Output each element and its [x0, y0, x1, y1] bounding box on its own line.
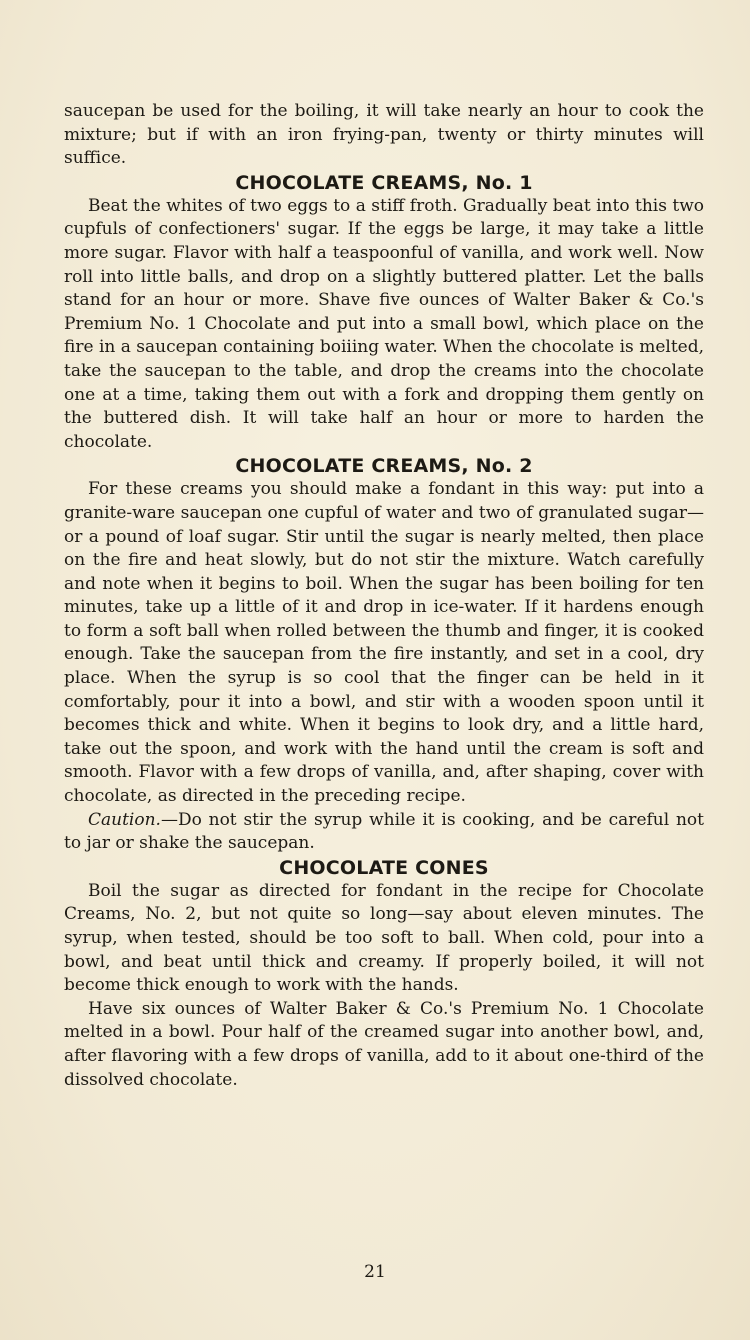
chocolate-cones-paragraph-2: Have six ounces of Walter Baker & Co.'s Premium No. 1 Chocolate melted in a bowl. Pour half of the creamed sugar into another bowl, and, after flavoring with a few drops of vanilla, add to it about one-third of the dissolved chocolate.: [64, 998, 704, 1090]
chocolate-creams-1-paragraph: Beat the whites of two eggs to a stiff froth. Gradually beat into this two cupfuls of confectioners' sugar. If the eggs be large, it may take a little more sugar. Flavor with half a teaspoonful of vanilla, and work well. Now roll into little balls, and drop on a slightly buttered platter. Let the balls stand for an hour or more. Shave five ounces of Walter Baker & Co.'s Premium No. 1 Chocolate and put into a small bowl, which place on the fire in a saucepan containing boiiing water. When the chocolate is melted, take the saucepan to the table, and drop the creams into the chocolate one at a time, taking them out with a fork and dropping them gently on the buttered dish. It will take half an hour or more to harden the chocolate.: [64, 195, 704, 452]
caution-label: Caution.: [88, 809, 161, 830]
caution-paragraph: [64, 809, 704, 856]
chocolate-cones-paragraph-1: Boil the sugar as directed for fondant in the recipe for Chocolate Creams, No. 2, but not quite so long—say about eleven minutes. The syrup, when tested, should be too soft to ball. When cold, pour into a bowl, and beat until thick and creamy. If properly boiled, it will not become thick enough to work with the hands.: [64, 880, 704, 996]
page-number: 21: [364, 1262, 386, 1282]
chocolate-creams-2-paragraph: For these creams you should make a fondant in this way: put into a granite-ware saucepan one cupful of water and two of granulated sugar—or a pound of loaf sugar. Stir until the sugar is nearly melted, then place on the fire and heat slowly, but do not stir the mixture. Watch carefully and note when it begins to boil. When the sugar has been boiling for ten minutes, take up a little of it and drop in ice-water. If it hardens enough to form a soft ball when rolled between the thumb and finger, it is cooked enough. Take the saucepan from the fire instantly, and set in a cool, dry place. When the syrup is so cool that the finger can be held in it comfortably, pour it into a bowl, and stir with a wooden spoon until it becomes thick and white. When it begins to look dry, and a little hard, take out the spoon, and work with the hand until the cream is soft and smooth. Flavor with a few drops of vanilla, and, after shaping, cover with chocolate, as directed in the preceding recipe.: [64, 479, 704, 807]
caution-text: —Do not stir the syrup while it is cooking, and be careful not to jar or shake the saucepan.: [64, 809, 704, 854]
heading-chocolate-creams-1: CHOCOLATE CREAMS, No. 1: [235, 171, 533, 194]
heading-chocolate-cones: CHOCOLATE CONES: [279, 856, 489, 879]
page-body: [64, 100, 704, 1092]
intro-paragraph: saucepan be used for the boiling, it will take nearly an hour to cook the mixture; but if with an iron frying-pan, twenty or thirty minutes will suffice.: [64, 101, 704, 169]
heading-chocolate-creams-2: CHOCOLATE CREAMS, No. 2: [235, 455, 533, 478]
